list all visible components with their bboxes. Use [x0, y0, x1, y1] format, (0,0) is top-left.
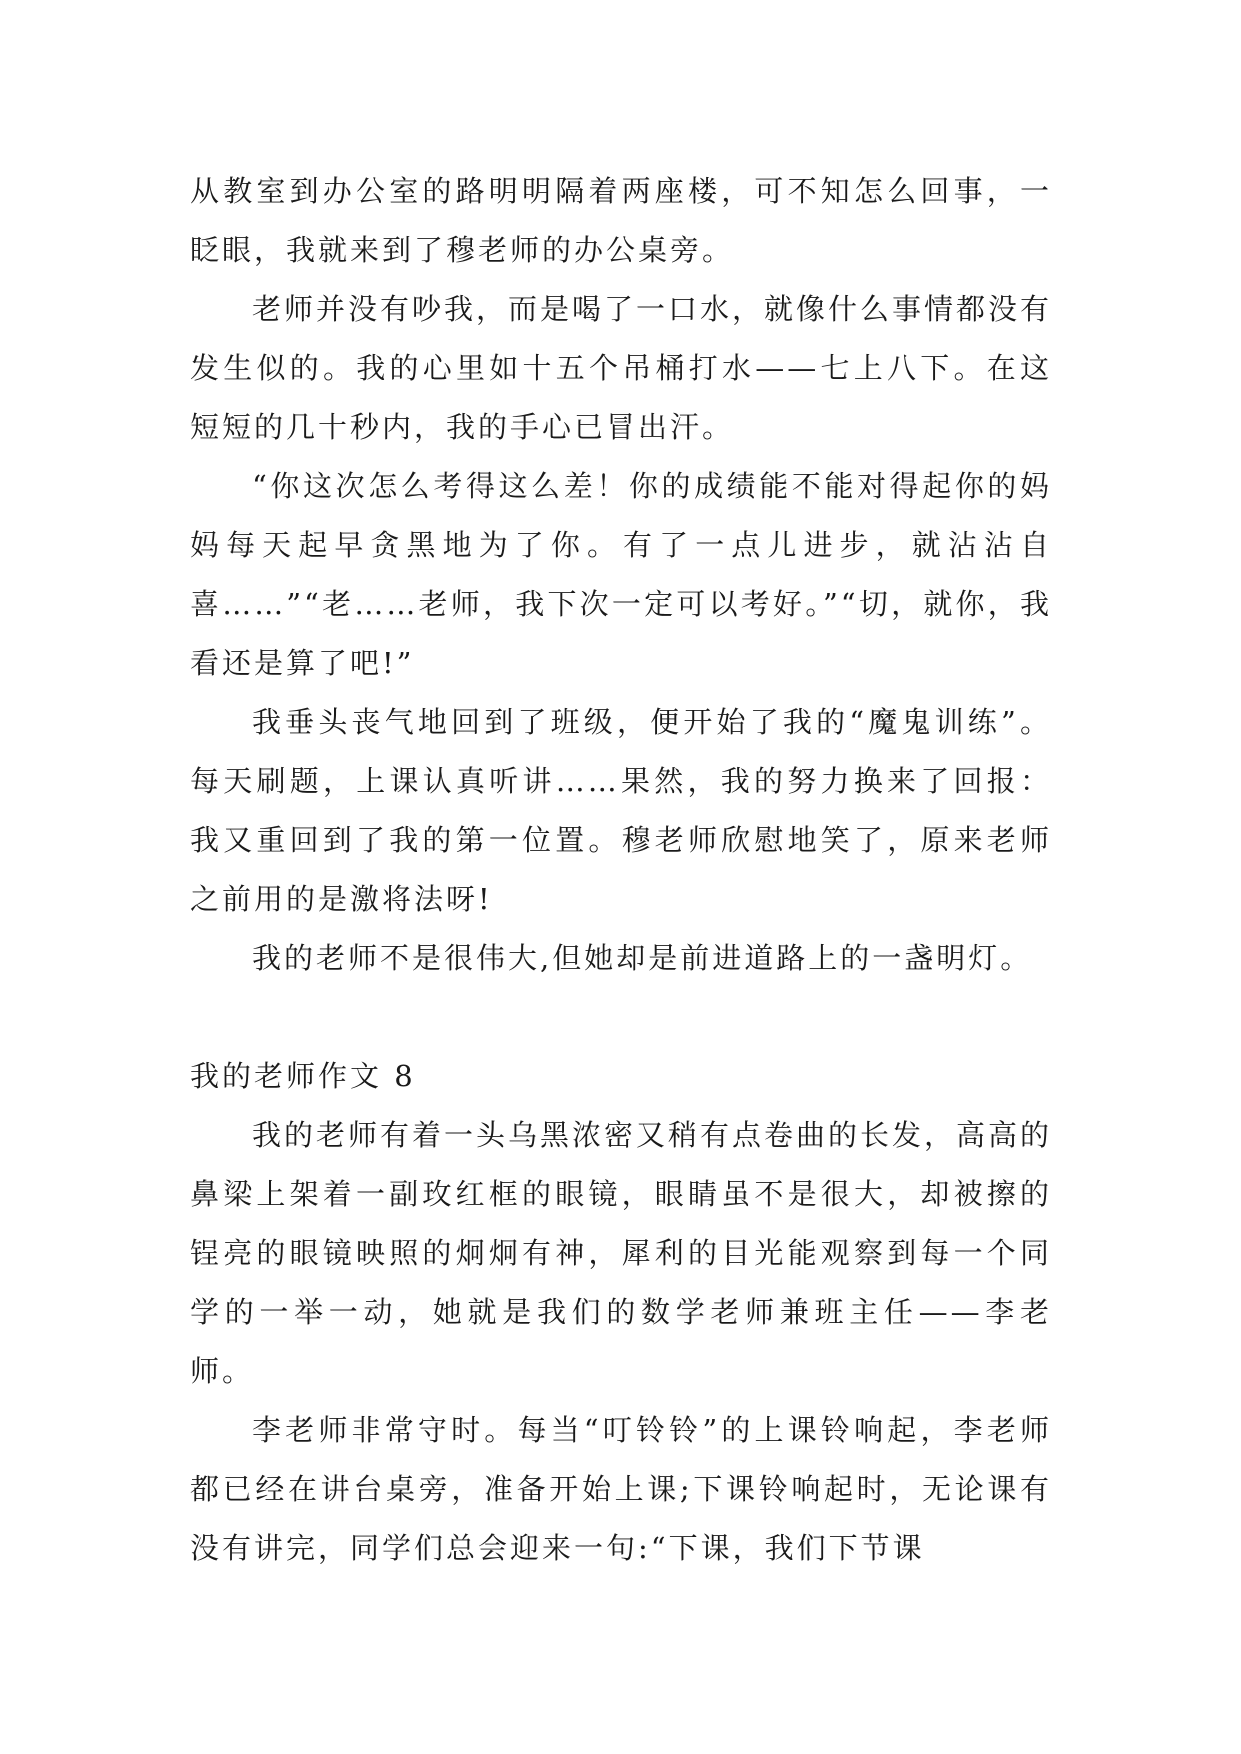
paragraph-6: 我的老师有着一头乌黑浓密又稍有点卷曲的长发，高高的鼻梁上架着一副玫红框的眼镜，眼睛虽不是很大，却被擦的锃亮的眼镜映照的炯炯有神，犀利的目光能观察到每一个同学的一举一动，她就是我们的数学老师兼班主任——李老师。	[190, 1118, 1053, 1388]
paragraph-7: 李老师非常守时。每当“叮铃铃”的上课铃响起，李老师都已经在讲台桌旁，准备开始上课;下课铃响起时，无论课有没有讲完，同学们总会迎来一句:“下课，我们下节课	[190, 1413, 1052, 1565]
section-heading: 我的老师作文 8	[190, 1059, 416, 1093]
paragraph-3: “你这次怎么考得这么差！你的成绩能不能对得起你的妈妈每天起早贪黑地为了你。有了一点儿进步，就沾沾自喜……”“老……老师，我下次一定可以考好。”“切，就你，我看还是算了吧!”	[190, 469, 1052, 680]
section-spacer	[190, 988, 1052, 1047]
document-body	[190, 162, 1052, 1578]
paragraph-1: 从教室到办公室的路明明隔着两座楼，可不知怎么回事，一眨眼，我就来到了穆老师的办公桌旁。	[190, 174, 1052, 267]
paragraph-5: 我的老师不是很伟大,但她却是前进道路上的一盏明灯。	[252, 941, 1033, 975]
paragraph-4: 我垂头丧气地回到了班级，便开始了我的“魔鬼训练”。每天刷题，上课认真听讲……果然，我的努力换来了回报：我又重回到了我的第一位置。穆老师欣慰地笑了，原来老师之前用的是激将法呀!	[190, 705, 1052, 916]
paragraph-2: 老师并没有吵我，而是喝了一口水，就像什么事情都没有发生似的。我的心里如十五个吊桶打水——七上八下。在这短短的几十秒内，我的手心已冒出汗。	[190, 292, 1053, 444]
